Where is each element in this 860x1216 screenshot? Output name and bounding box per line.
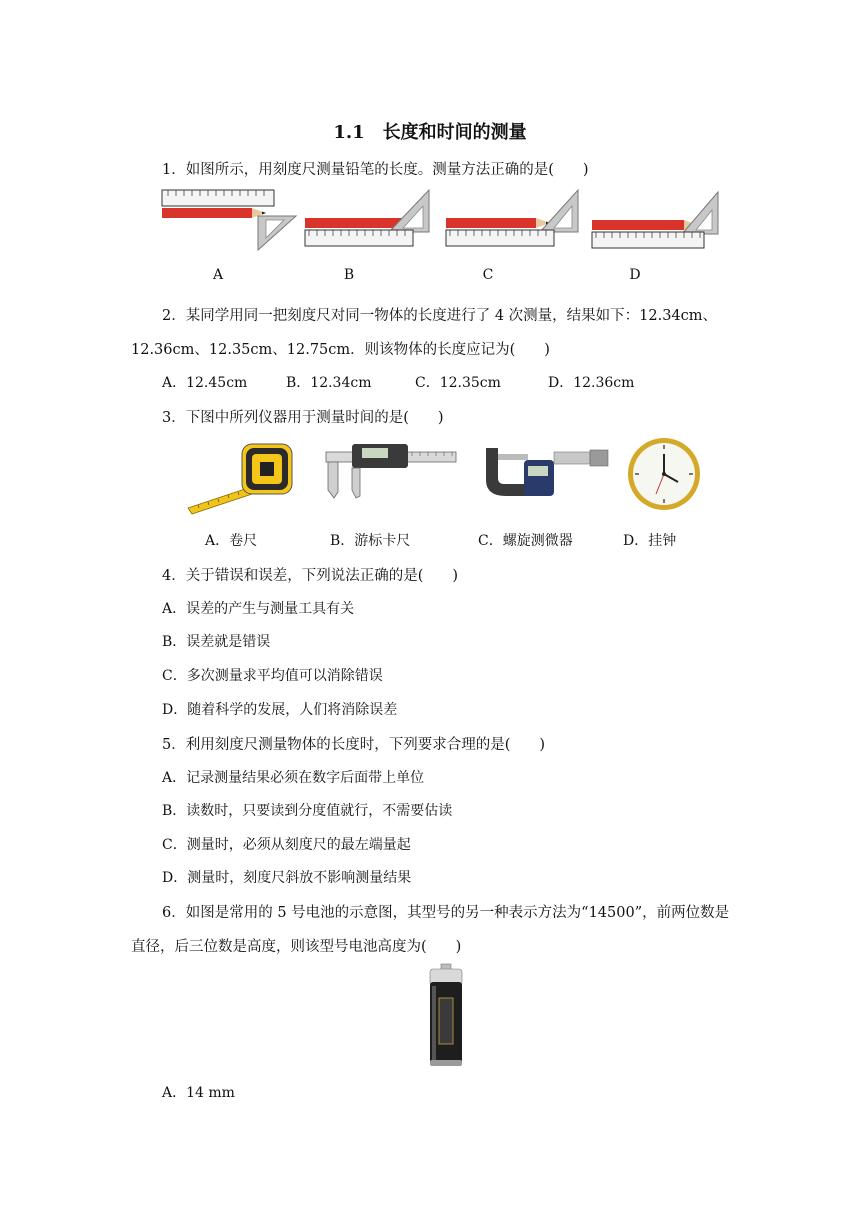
question-5-text: 5．利用刻度尺测量物体的长度时，下列要求合理的是( ) xyxy=(162,737,546,753)
question-5-option-a: A．记录测量结果必须在数字后面带上单位 xyxy=(162,770,425,786)
question-5-option-b: B．读数时，只要读到分度值就行，不需要估读 xyxy=(162,803,453,819)
battery-image xyxy=(428,964,464,1068)
question-2-line-2: 12.36cm、12.35cm、12.75cm．则该物体的长度应记为( ) xyxy=(131,342,550,358)
question-4-option-a: A．误差的产生与测量工具有关 xyxy=(162,601,355,617)
question-2-option-b: B．12.34cm xyxy=(286,375,372,391)
figure-1c-label: C xyxy=(482,267,494,283)
instrument-label-d: D．挂钟 xyxy=(623,533,677,549)
question-5-option-c: C．测量时，必须从刻度尺的最左端量起 xyxy=(162,837,411,853)
question-2-option-a: A．12.45cm xyxy=(162,375,248,391)
question-2-option-d: D．12.36cm xyxy=(548,375,635,391)
instrument-label-c: C．螺旋测微器 xyxy=(478,533,573,549)
figure-1b-label: B xyxy=(343,267,355,283)
question-4-text: 4．关于错误和误差，下列说法正确的是( ) xyxy=(162,568,459,584)
wall-clock-image xyxy=(626,436,702,512)
figure-1c-ruler-pencil xyxy=(444,186,584,252)
question-6-option-a: A．14 mm xyxy=(162,1085,235,1101)
question-3-text: 3．下图中所列仪器用于测量时间的是( ) xyxy=(162,410,444,426)
question-2-option-c: C．12.35cm xyxy=(415,375,501,391)
micrometer-image xyxy=(476,440,612,500)
question-4-option-d: D．随着科学的发展，人们将消除误差 xyxy=(162,702,398,718)
figure-1d-ruler-pencil xyxy=(590,186,725,252)
question-5-option-d: D．测量时，刻度尺斜放不影响测量结果 xyxy=(162,870,412,886)
tape-measure-image xyxy=(186,436,296,516)
figure-1d-label: D xyxy=(629,267,641,283)
figure-1b-ruler-pencil xyxy=(303,186,433,252)
figure-1a-ruler-pencil xyxy=(162,188,302,252)
question-4-option-c: C．多次测量求平均值可以消除错误 xyxy=(162,668,383,684)
instrument-label-b: B．游标卡尺 xyxy=(330,533,411,549)
question-2-line-1: 2．某同学用同一把刻度尺对同一物体的长度进行了 4 次测量，结果如下：12.34cm、 xyxy=(162,308,718,324)
question-6-line-2: 直径，后三位数是高度，则该型号电池高度为( ) xyxy=(131,939,462,955)
question-1-text: 1．如图所示，用刻度尺测量铅笔的长度。测量方法正确的是( ) xyxy=(162,162,589,178)
vernier-caliper-image xyxy=(322,440,458,500)
figure-1a-label: A xyxy=(212,267,224,283)
question-6-line-1: 6．如图是常用的 5 号电池的示意图，其型号的另一种表示方法为“14500”，前两位数是 xyxy=(162,905,730,921)
instrument-label-a: A．卷尺 xyxy=(205,533,258,549)
page-title: 1.1 长度和时间的测量 xyxy=(333,122,527,143)
question-4-option-b: B．误差就是错误 xyxy=(162,634,271,650)
